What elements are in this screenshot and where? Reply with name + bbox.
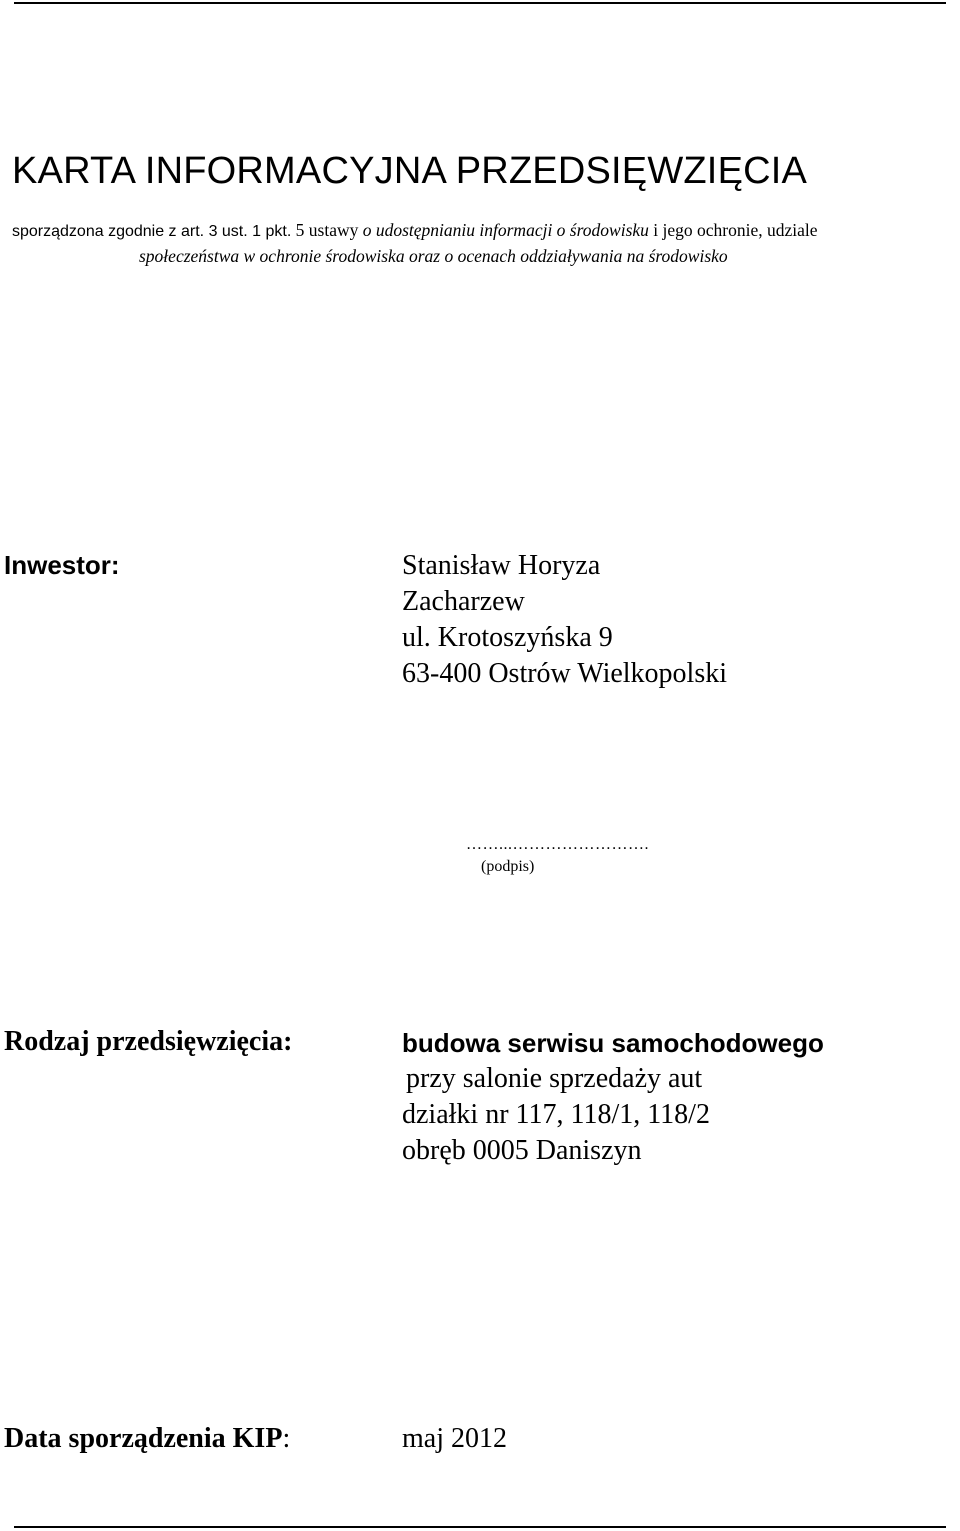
project-type-headline: budowa serwisu samochodowego bbox=[402, 1028, 824, 1058]
subtitle-prefix: sporządzona zgodnie z art. 3 ust. 1 pkt. bbox=[12, 223, 292, 240]
investor-details bbox=[402, 548, 727, 692]
document-subtitle bbox=[12, 218, 952, 268]
signature-caption: (podpis) bbox=[481, 858, 535, 875]
investor-city: 63-400 Ostrów Wielkopolski bbox=[402, 658, 728, 689]
project-type-line-2: działki nr 117, 118/1, 118/2 bbox=[402, 1099, 710, 1130]
subtitle-line-1 bbox=[12, 218, 952, 244]
subtitle-part-a: 5 ustawy bbox=[291, 220, 363, 240]
bottom-rule bbox=[14, 1526, 946, 1528]
signature-line: ……...……………………. bbox=[466, 836, 649, 853]
subtitle-line-2: społeczeństwa w ochronie środowiska oraz o ocenach oddziaływania na środowisko bbox=[139, 246, 728, 266]
project-type-line-1: przy salonie sprzedaży aut bbox=[406, 1063, 703, 1094]
date-label-text: Data sporządzenia KIP bbox=[4, 1423, 283, 1454]
document-title: KARTA INFORMACYJNA PRZEDSIĘWZIĘCIA bbox=[12, 150, 808, 192]
subtitle-italic-a: o udostępnianiu informacji o środowisku bbox=[362, 220, 649, 240]
date-label-colon: : bbox=[282, 1423, 291, 1454]
top-rule bbox=[14, 2, 946, 4]
subtitle-part-b: i jego ochronie, udziale bbox=[648, 220, 818, 240]
investor-locality: Zacharzew bbox=[402, 586, 525, 617]
date-value: maj 2012 bbox=[402, 1423, 507, 1454]
project-type-line-3: obręb 0005 Daniszyn bbox=[402, 1135, 642, 1166]
investor-street: ul. Krotoszyńska 9 bbox=[402, 622, 613, 653]
investor-label: Inwestor: bbox=[4, 550, 120, 580]
project-type-label: Rodzaj przedsięwzięcia: bbox=[4, 1026, 293, 1057]
project-type-details bbox=[402, 1025, 824, 1169]
investor-name: Stanisław Horyza bbox=[402, 550, 601, 581]
date-label bbox=[4, 1423, 290, 1455]
